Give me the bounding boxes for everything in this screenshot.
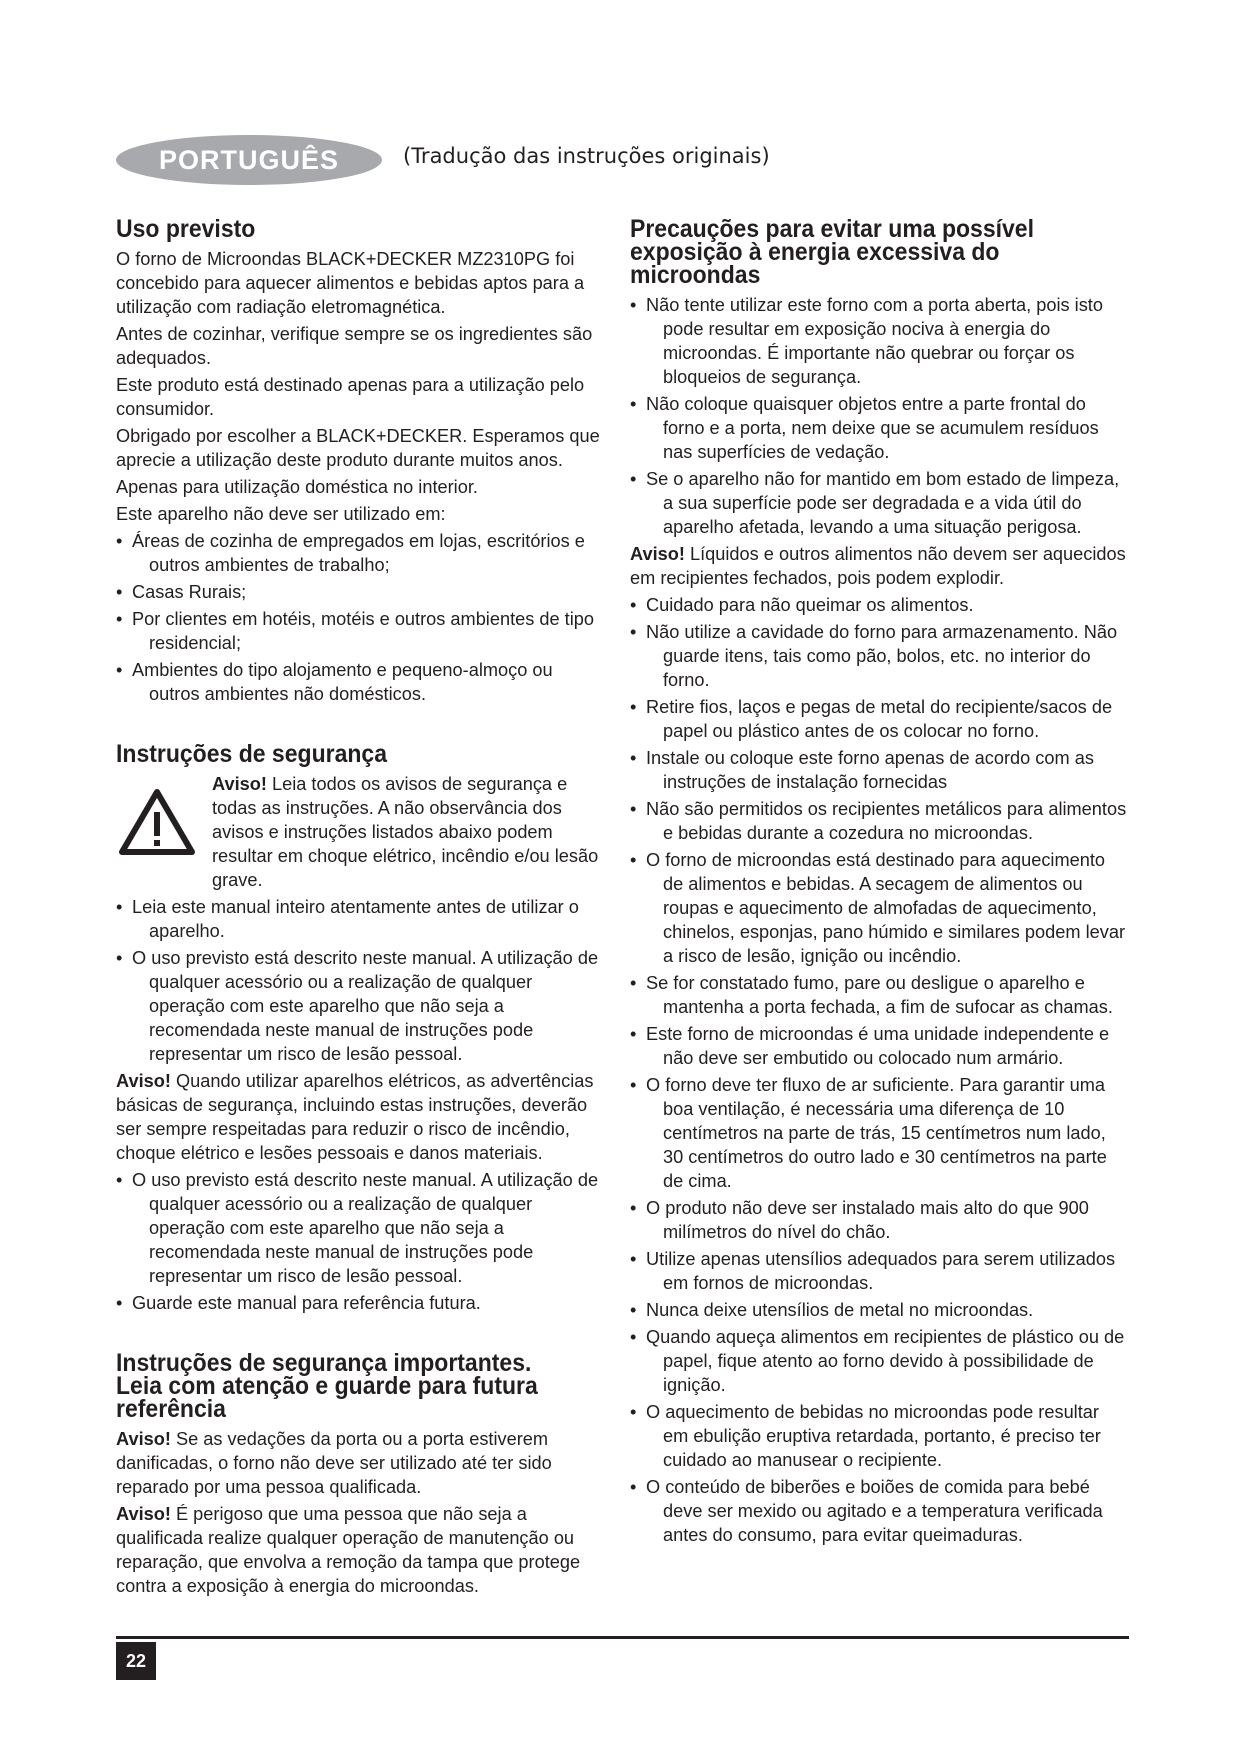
warning-label: Aviso! — [116, 1504, 171, 1524]
warning-text: É perigoso que uma pessoa que não seja a qualificada realize qualquer operação de manutenção ou reparação, que envolva a remoção da tampa que protege contra a exposição à energia do microondas. — [116, 1504, 581, 1596]
bullet-list — [630, 593, 1128, 1547]
list-item: • O produto não deve ser instalado mais alto do que 900 milímetros do nível do chão. — [630, 1196, 1128, 1244]
paragraph: Apenas para utilização doméstica no interior. — [116, 477, 478, 497]
list-item: • Ambientes do tipo alojamento e pequeno-almoço ou outros ambientes não domésticos. — [116, 658, 608, 706]
warning-text: Leia todos os avisos de segurança e todas as instruções. A não observância dos avisos e instruções listados abaixo podem resultar em choque elétrico, incêndio e/ou lesão grave. — [212, 774, 599, 890]
list-item: • Se o aparelho não for mantido em bom estado de limpeza, a sua superfície pode ser degradada e a vida útil do aparelho afetada, levando a uma situação perigosa. — [630, 467, 1128, 539]
list-item: • Utilize apenas utensílios adequados para serem utilizados em fornos de microondas. — [630, 1247, 1128, 1295]
warning-paragraph — [116, 1427, 608, 1499]
paragraph: Obrigado por escolher a BLACK+DECKER. Esperamos que aprecie a utilização deste produto durante muitos anos. — [116, 426, 600, 470]
list-item: • O uso previsto está descrito neste manual. A utilização de qualquer acessório ou a realização de qualquer operação com este aparelho que não seja a recomendada neste manual de instruções pode representar um risco de lesão pessoal. — [116, 1168, 608, 1288]
bullet-list — [116, 529, 608, 706]
list-item: • O forno de microondas está destinado para aquecimento de alimentos e bebidas. A secagem de alimentos ou roupas e aquecimento de almofadas de aquecimento, chinelos, esponjas, pano húmido e similares podem levar a risco de lesão, ignição ou incêndio. — [630, 848, 1128, 968]
page-number: 22 — [116, 1642, 156, 1680]
warning-block — [116, 772, 608, 892]
bullet-list — [116, 1168, 608, 1315]
list-item: • Guarde este manual para referência futura. — [116, 1291, 608, 1315]
list-item: • Não utilize a cavidade do forno para armazenamento. Não guarde itens, tais como pão, bolos, etc. no interior do forno. — [630, 620, 1128, 692]
warning-label: Aviso! — [116, 1071, 171, 1091]
list-item: • Não coloque quaisquer objetos entre a parte frontal do forno e a porta, nem deixe que se acumulem resíduos nas superfícies de vedação. — [630, 392, 1128, 464]
left-column — [116, 215, 608, 1601]
paragraph: O forno de Microondas BLACK+DECKER MZ2310PG foi concebido para aquecer alimentos e bebidas aptos para a utilização com radiação eletromagnética. — [116, 249, 585, 317]
paragraph: Antes de cozinhar, verifique sempre se os ingredientes são adequados. — [116, 324, 593, 368]
section-title-instrucoes-importantes: Instruções de segurança importantes. Leia com atenção e guarde para futura referência — [116, 1349, 538, 1423]
list-item: • Instale ou coloque este forno apenas de acordo com as instruções de instalação fornecidas — [630, 746, 1128, 794]
list-item: • Áreas de cozinha de empregados em lojas, escritórios e outros ambientes de trabalho; — [116, 529, 608, 577]
list-item: • Não tente utilizar este forno com a porta aberta, pois isto pode resultar em exposição nociva à energia do microondas. É importante não quebrar ou forçar os bloqueios de segurança. — [630, 293, 1128, 389]
warning-triangle-icon — [116, 772, 198, 892]
list-item: • Retire fios, laços e pegas de metal do recipiente/sacos de papel ou plástico antes de os colocar no forno. — [630, 695, 1128, 743]
warning-paragraph — [116, 1502, 608, 1598]
warning-paragraph — [630, 542, 1128, 590]
warning-paragraph — [116, 1069, 608, 1165]
bullet-list — [116, 895, 608, 1066]
warning-text: Quando utilizar aparelhos elétricos, as advertências básicas de segurança, incluindo estas instruções, deverão ser sempre respeitadas para reduzir o risco de incêndio, choque elétrico e lesões pessoais e danos materiais. — [116, 1071, 594, 1163]
warning-label: Aviso! — [212, 774, 267, 794]
list-item: • Este forno de microondas é uma unidade independente e não deve ser embutido ou colocado num armário. — [630, 1022, 1128, 1070]
list-item: • O uso previsto está descrito neste manual. A utilização de qualquer acessório ou a realização de qualquer operação com este aparelho que não seja a recomendada neste manual de instruções pode representar um risco de lesão pessoal. — [116, 946, 608, 1066]
list-item: • Nunca deixe utensílios de metal no microondas. — [630, 1298, 1128, 1322]
list-item: • Por clientes em hotéis, motéis e outros ambientes de tipo residencial; — [116, 607, 608, 655]
section-title-instrucoes-seguranca: Instruções de segurança — [116, 740, 387, 768]
list-item: • Casas Rurais; — [116, 580, 608, 604]
list-item: • Não são permitidos os recipientes metálicos para alimentos e bebidas durante a cozedura no microondas. — [630, 797, 1128, 845]
section-title-uso-previsto: Uso previsto — [116, 215, 256, 243]
list-item: • Cuidado para não queimar os alimentos. — [630, 593, 1128, 617]
list-item: • O forno deve ter fluxo de ar suficiente. Para garantir uma boa ventilação, é necessária uma diferença de 10 centímetros na parte de trás, 15 centímetros num lado, 30 centímetros do outro lado e 30 centímetros na parte de cima. — [630, 1073, 1128, 1193]
list-item: • Quando aqueça alimentos em recipientes de plástico ou de papel, fique atento ao forno devido à possibilidade de ignição. — [630, 1325, 1128, 1397]
translation-subtitle: (Tradução das instruções originais) — [403, 144, 770, 168]
warning-text: Se as vedações da porta ou a porta estiverem danificadas, o forno não deve ser utilizado até ter sido reparado por uma pessoa qualificada. — [116, 1429, 552, 1497]
right-column — [630, 215, 1128, 1550]
list-item: • O aquecimento de bebidas no microondas pode resultar em ebulição eruptiva retardada, portanto, é preciso ter cuidado ao manusear o recipiente. — [630, 1400, 1128, 1472]
warning-text: Líquidos e outros alimentos não devem ser aquecidos em recipientes fechados, pois podem explodir. — [630, 544, 1126, 588]
paragraph: Este produto está destinado apenas para a utilização pelo consumidor. — [116, 375, 585, 419]
list-item: • Leia este manual inteiro atentamente antes de utilizar o aparelho. — [116, 895, 608, 943]
warning-label: Aviso! — [630, 544, 685, 564]
warning-label: Aviso! — [116, 1429, 171, 1449]
section-title-precaucoes: Precauções para evitar uma possível exposição à energia excessiva do microondas — [630, 215, 1034, 289]
footer-rule — [116, 1636, 1129, 1639]
list-item: • Se for constatado fumo, pare ou desligue o aparelho e mantenha a porta fechada, a fim de sufocar as chamas. — [630, 971, 1128, 1019]
paragraph: Este aparelho não deve ser utilizado em: — [116, 504, 446, 524]
bullet-list — [630, 293, 1128, 539]
list-item: • O conteúdo de biberões e boiões de comida para bebé deve ser mexido ou agitado e a temperatura verificada antes do consumo, para evitar queimaduras. — [630, 1475, 1128, 1547]
language-badge: PORTUGUÊS — [116, 135, 382, 185]
